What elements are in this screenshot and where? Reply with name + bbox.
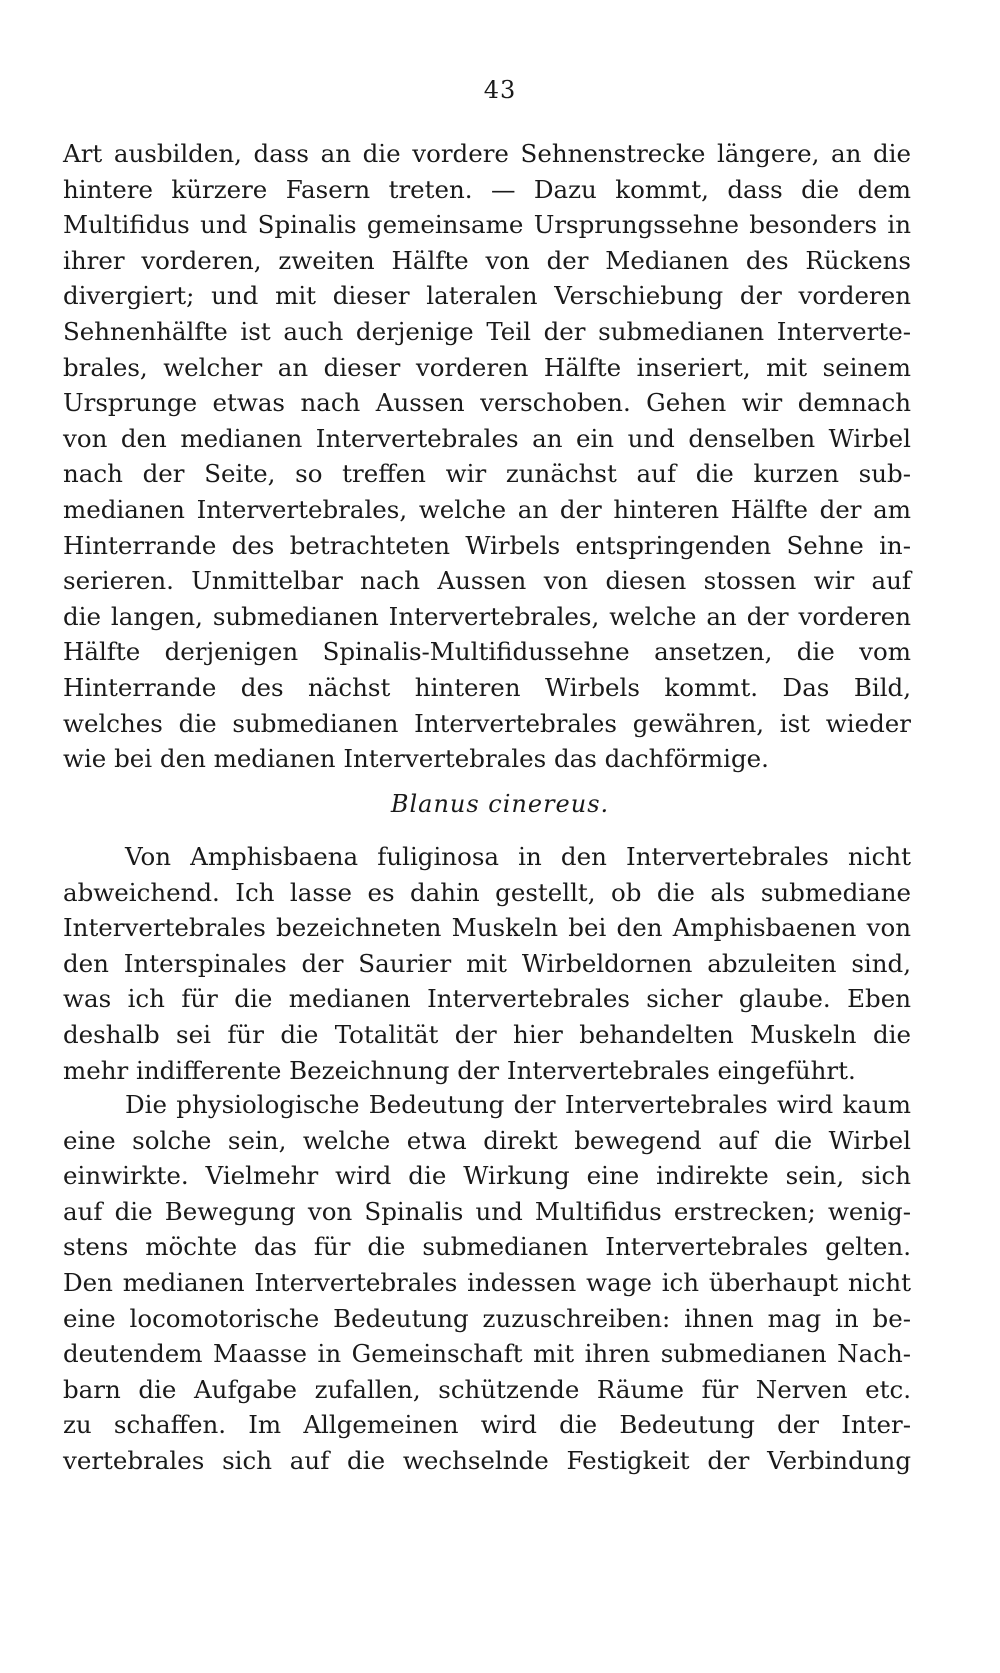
- page-number: 43: [483, 76, 517, 104]
- text-line: Multifidus und Spinalis gemeinsame Ursprungssehne besonders in: [63, 210, 911, 240]
- text-line: den Interspinales der Saurier mit Wirbeldornen abzuleiten sind,: [63, 948, 911, 978]
- paragraph-1: [63, 136, 911, 777]
- text-line: die langen, submedianen Intervertebrales, welche an der vorderen: [63, 601, 911, 631]
- text-line: einwirkte. Vielmehr wird die Wirkung eine indirekte sein, sich: [63, 1161, 911, 1191]
- paragraph-3: [63, 1087, 911, 1479]
- text-line: hintere kürzere Fasern treten. — Dazu kommt, dass die dem: [63, 174, 911, 204]
- text-line: Die physiologische Bedeutung der Intervertebrales wird kaum: [125, 1090, 911, 1119]
- text-line: divergiert; und mit dieser lateralen Verschiebung der vorderen: [63, 281, 911, 311]
- text-line: auf die Bewegung von Spinalis und Multifidus erstrecken; wenig-: [63, 1196, 911, 1226]
- text-line: Den medianen Intervertebrales indessen wage ich überhaupt nicht: [63, 1267, 911, 1297]
- text-line: medianen Intervertebrales, welche an der hinteren Hälfte der am: [63, 494, 911, 524]
- text-line: zu schaffen. Im Allgemeinen wird die Bedeutung der Inter-: [63, 1410, 911, 1440]
- text-line: eine locomotorische Bedeutung zuzuschreiben: ihnen mag in be-: [63, 1303, 911, 1333]
- text-line: von den medianen Intervertebrales an ein und denselben Wirbel: [63, 423, 911, 453]
- text-line: was ich für die medianen Intervertebrales sicher glaube. Eben: [63, 984, 911, 1014]
- text-line: ihrer vorderen, zweiten Hälfte von der Medianen des Rückens: [63, 245, 911, 275]
- text-line: Hälfte derjenigen Spinalis-Multifidussehne ansetzen, die vom: [63, 637, 911, 667]
- text-line: vertebrales sich auf die wechselnde Festigkeit der Verbindung: [63, 1445, 911, 1475]
- text-line: Hinterrande des nächst hinteren Wirbels kommt. Das Bild,: [63, 672, 911, 702]
- text-line: Von Amphisbaena fuliginosa in den Intervertebrales nicht: [125, 842, 911, 871]
- text-line: Intervertebrales bezeichneten Muskeln bei den Amphisbaenen von: [63, 913, 911, 943]
- text-line: mehr indifferente Bezeichnung der Intervertebrales eingeführt.: [63, 1055, 856, 1085]
- text-line: wie bei den medianen Intervertebrales das dachförmige.: [63, 744, 769, 774]
- paragraph-2: [63, 839, 911, 1088]
- text-line: Art ausbilden, dass an die vordere Sehnenstrecke längere, an die: [63, 139, 911, 168]
- text-line: stens möchte das für die submedianen Intervertebrales gelten.: [63, 1232, 911, 1262]
- text-line: Sehnenhälfte ist auch derjenige Teil der submedianen Interverte-: [63, 316, 911, 346]
- text-line: Hinterrande des betrachteten Wirbels entspringenden Sehne in-: [63, 530, 911, 560]
- text-line: deutendem Maasse in Gemeinschaft mit ihren submedianen Nach-: [63, 1339, 911, 1369]
- text-line: welches die submedianen Intervertebrales gewähren, ist wieder: [63, 708, 911, 738]
- text-line: Ursprunge etwas nach Aussen verschoben. Gehen wir demnach: [63, 388, 911, 418]
- text-line: nach der Seite, so treffen wir zunächst auf die kurzen sub-: [63, 459, 911, 489]
- text-line: serieren. Unmittelbar nach Aussen von diesen stossen wir auf: [63, 566, 911, 596]
- text-line: brales, welcher an dieser vorderen Hälfte inseriert, mit seinem: [63, 352, 911, 382]
- text-line: abweichend. Ich lasse es dahin gestellt, ob die als submediane: [63, 877, 911, 907]
- text-line: barn die Aufgabe zufallen, schützende Räume für Nerven etc.: [63, 1374, 911, 1404]
- section-title: Blanus cinereus.: [390, 790, 610, 818]
- text-line: eine solche sein, welche etwa direkt bewegend auf die Wirbel: [63, 1125, 911, 1155]
- text-line: deshalb sei für die Totalität der hier behandelten Muskeln die: [63, 1019, 911, 1049]
